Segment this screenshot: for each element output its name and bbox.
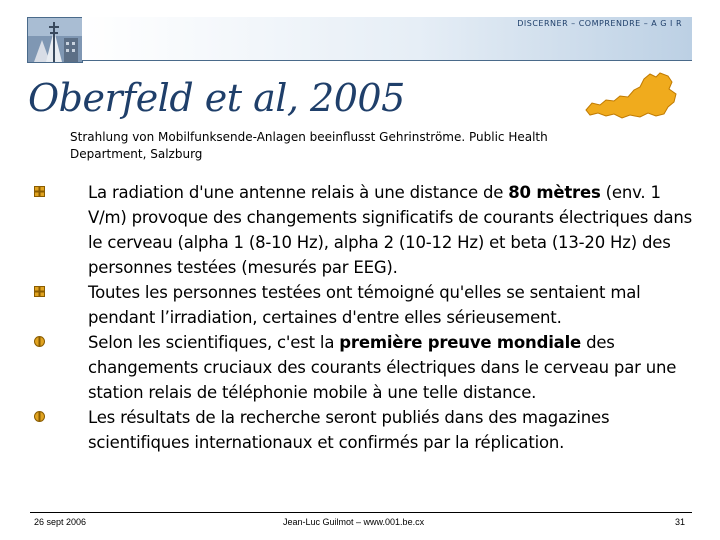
bullet-emphasis: première preuve mondiale [339, 333, 582, 352]
bullet-item [34, 280, 694, 330]
footer-author: Jean-Luc Guilmot – www.001.be.cx [283, 517, 425, 527]
bullet-item [34, 180, 694, 280]
bullet-item [34, 330, 694, 405]
slide-subtitle: Strahlung von Mobilfunksende-Anlagen beeinflusst Gehrinströme. Public Health Department, Salzburg [70, 130, 548, 161]
header-band [82, 17, 692, 61]
bullet-circle-icon [34, 336, 45, 347]
bullet-square-icon [34, 286, 45, 297]
header-divider [82, 60, 692, 61]
bullet-text: La radiation d'une antenne relais à une distance de [88, 183, 509, 202]
slide-title: Oberfeld et al, 2005 [28, 76, 405, 120]
bullet-text: Toutes les personnes testées ont témoigné qu'elles se sentaient mal pendant l’irradiation, certaines d'entre elles sérieusement. [88, 283, 641, 327]
antenna-photo-icon [28, 18, 82, 62]
logo [27, 17, 83, 63]
bullet-text: Les résultats de la recherche seront publiés dans des magazines scientifiques internationaux et confirmés par la réplication. [88, 408, 610, 452]
bullet-square-icon [34, 186, 45, 197]
header-tagline: DISCERNER – COMPRENDRE – A G I R [517, 19, 682, 28]
footer-divider [30, 512, 692, 513]
bullet-text: (env. 1 V/m) provoque des changements significatifs de courants électriques dans le cerveau (alpha 1 (8-10 Hz), alpha 2 (10-12 Hz) et beta (13-20 Hz) des personnes testées (mesurés par EEG). [88, 183, 693, 277]
bullet-emphasis: 80 mètres [508, 183, 601, 202]
bullet-list [34, 180, 694, 455]
bullet-item [34, 405, 694, 455]
bullet-text: Selon les scientifiques, c'est la [88, 333, 340, 352]
footer-date: 26 sept 2006 [34, 517, 87, 527]
footer-page-number: 31 [675, 517, 686, 527]
bullet-circle-icon [34, 411, 45, 422]
bullet-text: des changements cruciaux des courants électriques dans le cerveau par une station relais de téléphonie mobile à une telle distance. [88, 333, 677, 402]
austria-map-icon [584, 70, 680, 124]
